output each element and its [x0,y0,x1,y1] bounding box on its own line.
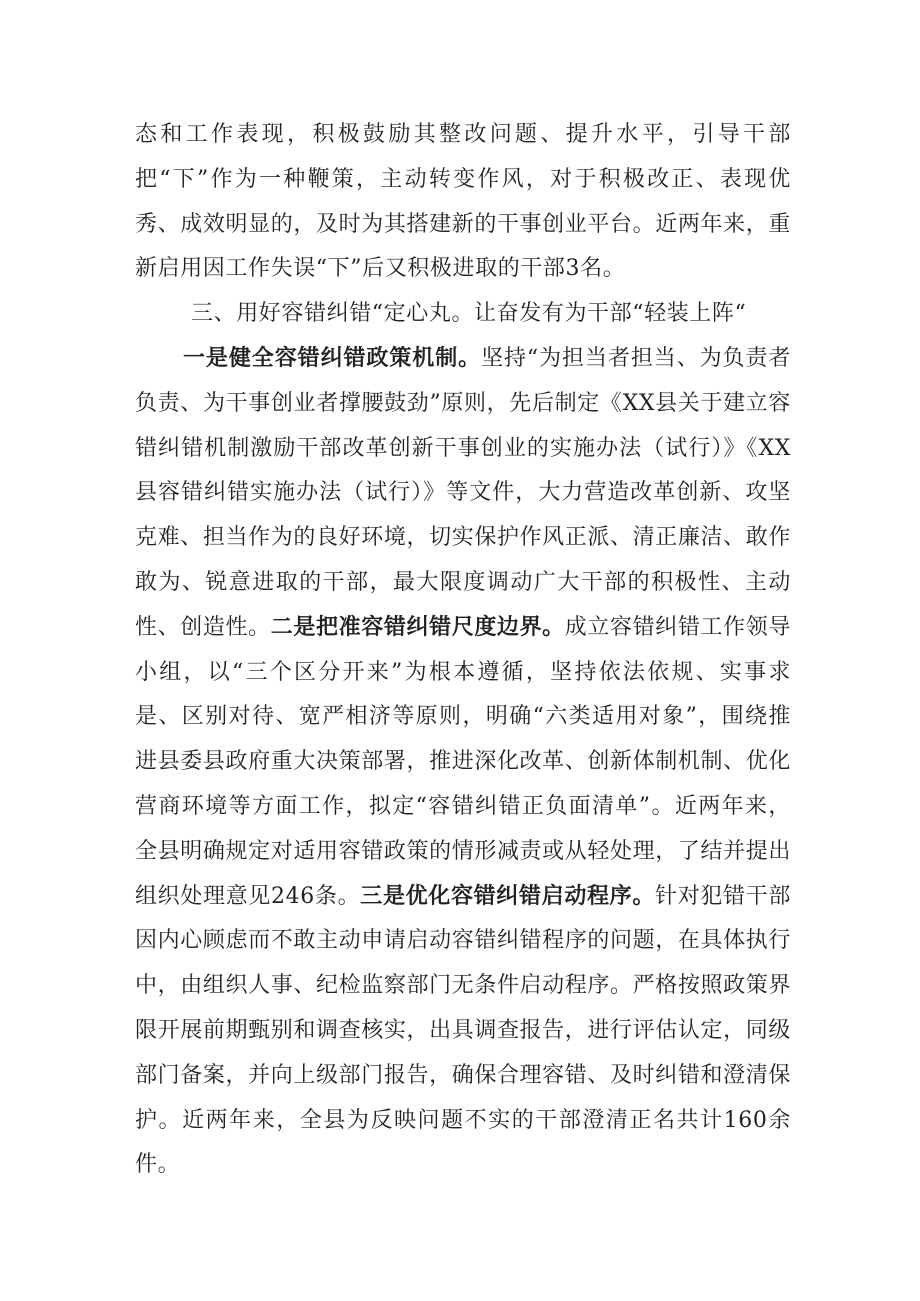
item-2-lead: 二是把准容错纠错尺度边界。 [270,614,565,640]
item-3-text: 针对犯错干部因内心顾虑而不敢主动申请启动容错纠错程序的问题，在具体执行中，由组织人事、纪检监察部门无条件启动程序。严格按照政策界限开展前期甄别和调查核实，出具调查报告，进行评估认定，同级部门备案，并向上级部门报告，确保合理容错、及时纠错和澄清保护。近两年来，全县为反映问题不实的干部澄清正名共计160余件。 [135,883,791,1178]
measures-paragraph [135,337,791,1188]
item-3-lead: 三是优化容错纠错启动程序。 [360,883,656,909]
item-2-text: 成立容错纠错工作领导小组，以“三个区分开来”为根本遵循，坚持依法依规、实事求是、区别对待、宽严相济等原则，明确“六类适用对象”，围绕推进县委县政府重大决策部署，推进深化改革、创新体制机制、优化营商环境等方面工作，拟定“容错纠错正负面清单”。近两年来，全县明确规定对适用容错政策的情形减责或从轻处理，了结并提出组织处理意见246条。 [135,614,791,909]
item-1-lead: 一是健全容错纠错政策机制。 [183,345,482,371]
item-1-text: 坚持“为担当者担当、为负责者负责、为干事创业者撑腰鼓劲”原则，先后制定《XX县关于建立容错纠错机制激励干部改革创新干事创业的实施办法（试行）》《XX县容错纠错实施办法（试行）》等文件，大力营造改革创新、攻坚克难、担当作为的良好环境，切实保护作风正派、清正廉洁、敢作敢为、锐意进取的干部，最大限度调动广大干部的积极性、主动性、创造性。 [135,345,791,640]
section-heading: 三、用好容错纠错“定心丸。让奋发有为干部“轻装上阵“ [191,301,747,327]
document-body [135,113,791,1188]
continued-paragraph: 态和工作表现，积极鼓励其整改问题、提升水平，引导干部把“下”作为一种鞭策，主动转变作风，对于积极改正、表现优秀、成效明显的，及时为其搭建新的干事创业平台。近两年来，重新启用因工作失误“下”后又积极进取的干部3名。 [135,122,791,282]
